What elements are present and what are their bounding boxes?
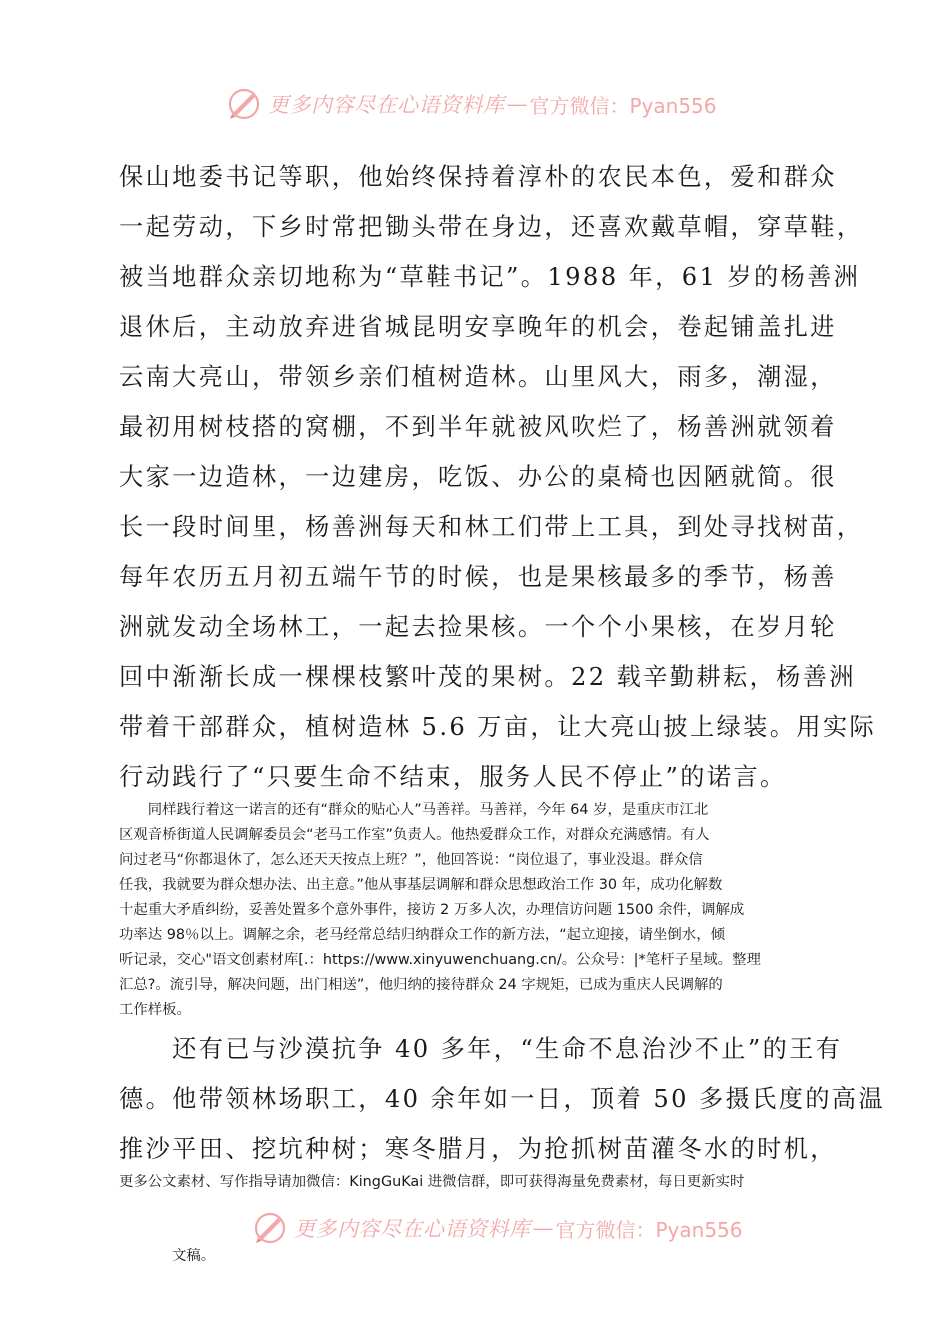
text-line: 保山地委书记等职，他始终保持着淳朴的农民本色，爱和群众 [119,163,837,191]
text-line: 洲就发动全场林工，一起去捡果核。一个个小果核，在岁月轮 [119,613,837,641]
text-line: 一起劳动，下乡时常把锄头带在身边，还喜欢戴草帽，穿草鞋， [119,213,864,241]
banner-text: 更多内容尽在心语资料库 [268,93,505,117]
text-line: 区观音桥街道人民调解委员会“老马工作室”负责人。他热爱群众工作，对群众充满感情。有人 [119,827,710,843]
text-line: 带着干部群众，植树造林 5.6 万亩，让大亮山披上绿装。用实际 [119,713,877,741]
text-line: 推沙平田、挖坑种树；寒冬腊月，为抢抓树苗灌冬水的时机， [119,1135,837,1163]
text-line: 问过老马“你都退休了，怎么还天天按点上班？”，他回答说：“岗位退了，事业没退。群众信 [119,852,703,868]
pen-logo-icon [226,86,262,122]
text-line: 功率达 98％以上。调解之余，老马经常总结归纳群众工作的新方法，“起立迎接，请坐倒水，倾 [119,927,725,943]
footer-watermark-banner [252,1208,772,1248]
text-line: 回中渐渐长成一棵棵枝繁叶茂的果树。22 载辛勤耕耘，杨善洲 [119,663,856,691]
text-line: 长一段时间里，杨善洲每天和林工们带上工具，到处寻找树苗， [119,513,864,541]
text-line: 汇总?。流引导，解决问题，出门相送”，他归纳的接待群众 24 字规矩，已成为重庆人民调解的 [119,977,723,993]
text-line: 德。他带领林场职工，40 余年如一日，顶着 50 多摄氏度的高温 [119,1085,886,1113]
text-line: 退休后，主动放弃进省城昆明安享晚年的机会，卷起铺盖扎进 [119,313,837,341]
pen-logo-icon [252,1210,288,1246]
body-paragraph-1 [119,152,877,802]
body-paragraph-2 [119,798,839,1023]
text-line: 大家一边造林，一边建房，吃饭、办公的桌椅也因陋就简。很 [119,463,837,491]
banner-wechat: 官方微信：Pyan556 [529,93,717,118]
footer-note-line-1: 更多公文素材、写作指导请加微信：KingGuKai 进微信群，即可获得海量免费素材，每日更新实时 [119,1174,745,1190]
header-watermark-banner [226,84,746,124]
body-paragraph-3 [119,1024,886,1174]
text-line: 还有已与沙漠抗争 40 多年，“生命不息治沙不止”的王有 [119,1035,843,1063]
banner-dash: — [532,1216,554,1240]
text-line: 最初用树枝搭的窝棚，不到半年就被风吹烂了，杨善洲就领着 [119,413,837,441]
text-line: 每年农历五月初五端午节的时候，也是果核最多的季节，杨善 [119,563,837,591]
text-line: 云南大亮山，带领乡亲们植树造林。山里风大，雨多，潮湿， [119,363,837,391]
text-line: 十起重大矛盾纠纷，妥善处置多个意外事件，接访 2 万多人次，办理信访问题 1500 余件，调解成 [119,902,745,918]
text-line: 听记录，交心"语文创素材库[.：https://www.xinyuwenchuang.cn/。公众号：|*笔杆子星域。整理 [119,952,761,968]
text-line: 同样践行着这一诺言的还有“群众的贴心人”马善祥。马善祥，今年 64 岁，是重庆市江北 [119,802,709,818]
footer-note-line-2: 文稿。 [172,1248,216,1264]
text-line: 被当地群众亲切地称为“草鞋书记”。1988 年，61 岁的杨善洲 [119,263,861,291]
banner-dash: — [506,92,528,116]
banner-text: 更多内容尽在心语资料库 [294,1217,531,1241]
text-line: 任我，我就要为群众想办法、出主意。”他从事基层调解和群众思想政治工作 30 年，成功化解数 [119,877,723,893]
text-line: 工作样板。 [119,1002,191,1018]
text-line: 行动践行了“只要生命不结束，服务人民不停止”的诺言。 [119,763,787,791]
banner-wechat: 官方微信：Pyan556 [555,1217,743,1242]
